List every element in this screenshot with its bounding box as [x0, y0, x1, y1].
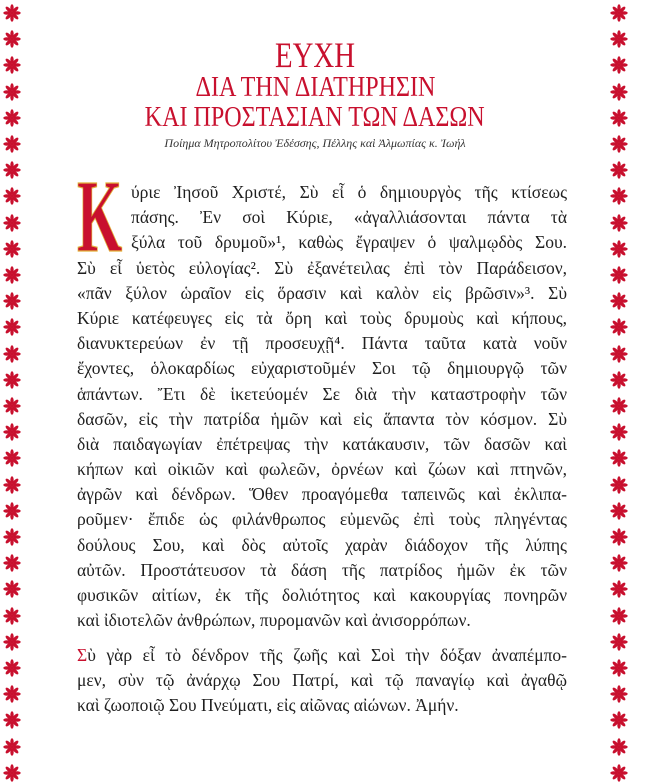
initial-letter: Σ: [77, 645, 88, 665]
asterisk-flower-icon: [610, 554, 628, 572]
asterisk-flower-icon: [3, 240, 21, 258]
text-line-content: ὺ γὰρ εἶ τὸ δένδρον τῆς ζωῆς καὶ Σοὶ τὴν δόξαν ἀναπέμπο-: [87, 645, 567, 665]
asterisk-flower-icon: [3, 214, 21, 232]
asterisk-flower-icon: [3, 318, 21, 336]
asterisk-flower-icon: [610, 161, 628, 179]
text-line: αὐτῶν. Προστάτευσον τὰ δάση τῆς πατρίδος ἡμῶν ἐκ τῶν: [77, 559, 567, 580]
text-line: «πᾶν ξύλον ὡραῖον εἰς ὅρασιν καὶ καλὸν εἰς βρῶσιν»³. Σὺ: [77, 282, 567, 303]
title-line-2: ΔΙΑ ΤΗΝ ΔΙΑΤΗΡΗΣΙΝ: [195, 72, 435, 103]
asterisk-flower-icon: [610, 371, 628, 389]
asterisk-flower-icon: [610, 633, 628, 651]
text-line: πάσης. Ἐν σοὶ Κύριε, «ἀγαλλιάσονται πάντα τὰ: [131, 207, 567, 228]
text-line: ἁπάντων. Ἔτι δὲ ἱκετεύομέν Σε διὰ τὴν καταστροφὴν τῶν: [77, 383, 567, 404]
asterisk-flower-icon: [3, 4, 21, 22]
asterisk-flower-icon: [3, 685, 21, 703]
asterisk-flower-icon: [610, 711, 628, 729]
asterisk-flower-icon: [610, 738, 628, 756]
asterisk-flower-icon: [610, 502, 628, 520]
asterisk-flower-icon: [3, 633, 21, 651]
text-line: ἀγρῶν καὶ δένδρων. Ὅθεν προαγόμεθα ταπεινῶς καὶ ἐκλιπα-: [77, 484, 567, 505]
text-line: διανυκτερεύων ἐν τῇ προσευχῇ⁴. Πάντα ταῦτα κατὰ νοῦν: [77, 333, 567, 354]
text-line: καὶ ζωοποιῷ Σου Πνεύματι, εἰς αἰῶνας αἰώνων. Ἀμήν.: [77, 695, 459, 716]
asterisk-flower-icon: [610, 476, 628, 494]
asterisk-flower-icon: [610, 266, 628, 284]
asterisk-flower-icon: [3, 528, 21, 546]
text-line: ἔχοντες, ὁλοκαρδίως εὐχαριστοῦμέν Σοι τῷ δημιουργῷ τῶν: [77, 358, 567, 379]
asterisk-flower-icon: [3, 580, 21, 598]
text-line: δούλους Σου, καὶ δὸς αὐτοῖς χαρὰν διάδοχον τῆς λύπης: [77, 534, 567, 555]
asterisk-flower-icon: [610, 685, 628, 703]
title-line-3: ΚΑΙ ΠΡΟΣΤΑΣΙΑΝ ΤΩΝ ΔΑΣΩΝ: [144, 102, 485, 133]
asterisk-flower-icon: [3, 764, 21, 782]
asterisk-flower-icon: [610, 214, 628, 232]
asterisk-flower-icon: [3, 738, 21, 756]
asterisk-flower-icon: [3, 292, 21, 310]
text-line: Σὺ εἶ ὑετὸς εὐλογίας². Σὺ ἐξανέτειλας ἐπὶ τὸν Παράδεισον,: [77, 257, 567, 278]
asterisk-flower-icon: [3, 502, 21, 520]
text-line: κήπων καὶ οἰκιῶν καὶ φωλεῶν, ὀρνέων καὶ ζώων καὶ πτηνῶν,: [77, 459, 567, 480]
drop-cap: Κ: [77, 159, 123, 274]
asterisk-flower-icon: [3, 423, 21, 441]
asterisk-flower-icon: [610, 580, 628, 598]
text-line: ροῦμεν· ἔπιδε ὡς φιλάνθρωπος εὐμενῶς ἐπὶ τοὺς πληγέντας: [77, 509, 567, 530]
author-credit: Ποίημα Μητροπολίτου Ἐδέσσης, Πέλλης καὶ Ἀλμωπίας κ. Ἰωήλ: [164, 136, 466, 150]
prayer-title: [0, 35, 630, 75]
asterisk-flower-icon: [610, 187, 628, 205]
asterisk-flower-icon: [3, 607, 21, 625]
text-line: [77, 643, 567, 668]
text-line: δασῶν, εἰς τὴν πατρίδα ἡμῶν καὶ εἰς ἅπαντα τὸν κόσμον. Σὺ: [77, 408, 567, 429]
asterisk-flower-icon: [610, 345, 628, 363]
prayer-subtitle-line-1: [0, 73, 630, 103]
asterisk-flower-icon: [610, 764, 628, 782]
asterisk-flower-icon: [3, 161, 21, 179]
prayer-subtitle-line-2: [0, 103, 630, 133]
asterisk-flower-icon: [3, 397, 21, 415]
asterisk-flower-icon: [3, 659, 21, 677]
asterisk-flower-icon: [3, 449, 21, 467]
asterisk-flower-icon: [3, 476, 21, 494]
asterisk-flower-icon: [610, 4, 628, 22]
text-line: διὰ παιδαγωγίαν ἐπέτρεψας τὴν κατάκαυσιν, τῶν δασῶν καὶ: [77, 433, 567, 454]
asterisk-flower-icon: [3, 187, 21, 205]
text-line: φυσικῶν αἰτίων, ἐκ τῆς δολιότητος καὶ κακουργίας πονηρῶν: [77, 585, 567, 605]
asterisk-flower-icon: [610, 292, 628, 310]
text-line: ύριε Ἰησοῦ Χριστέ, Σὺ εἶ ὁ δημιουργὸς τῆς κτίσεως: [131, 182, 567, 202]
asterisk-flower-icon: [610, 240, 628, 258]
asterisk-flower-icon: [3, 711, 21, 729]
paragraph-2: [77, 643, 567, 719]
asterisk-flower-icon: [610, 397, 628, 415]
title-line-1: ΕΥΧΗ: [274, 35, 355, 75]
asterisk-flower-icon: [3, 266, 21, 284]
asterisk-flower-icon: [610, 659, 628, 677]
asterisk-flower-icon: [610, 423, 628, 441]
asterisk-flower-icon: [610, 449, 628, 467]
paragraph-1: [77, 180, 567, 633]
text-line: Κύριε κατέφευγες εἰς τὰ ὄρη καὶ τοὺς δρυμοὺς καὶ κήπους,: [77, 307, 567, 328]
asterisk-flower-icon: [610, 607, 628, 625]
asterisk-flower-icon: [3, 345, 21, 363]
asterisk-flower-icon: [610, 318, 628, 336]
asterisk-flower-icon: [610, 528, 628, 546]
text-line: καὶ ἰδιοτελῶν ἀνθρώπων, πυρομανῶν καὶ ἀνισορρόπων.: [77, 610, 471, 631]
text-line: ξύλα τοῦ δρυμοῦ»¹, καθὼς ἔγραψεν ὁ ψαλμῳδὸς Σου.: [131, 232, 567, 253]
text-line: μεν, σὺν τῷ ἀνάρχῳ Σου Πατρί, καὶ τῷ παναγίῳ καὶ ἀγαθῷ: [77, 670, 567, 691]
asterisk-flower-icon: [3, 554, 21, 572]
asterisk-flower-icon: [3, 371, 21, 389]
